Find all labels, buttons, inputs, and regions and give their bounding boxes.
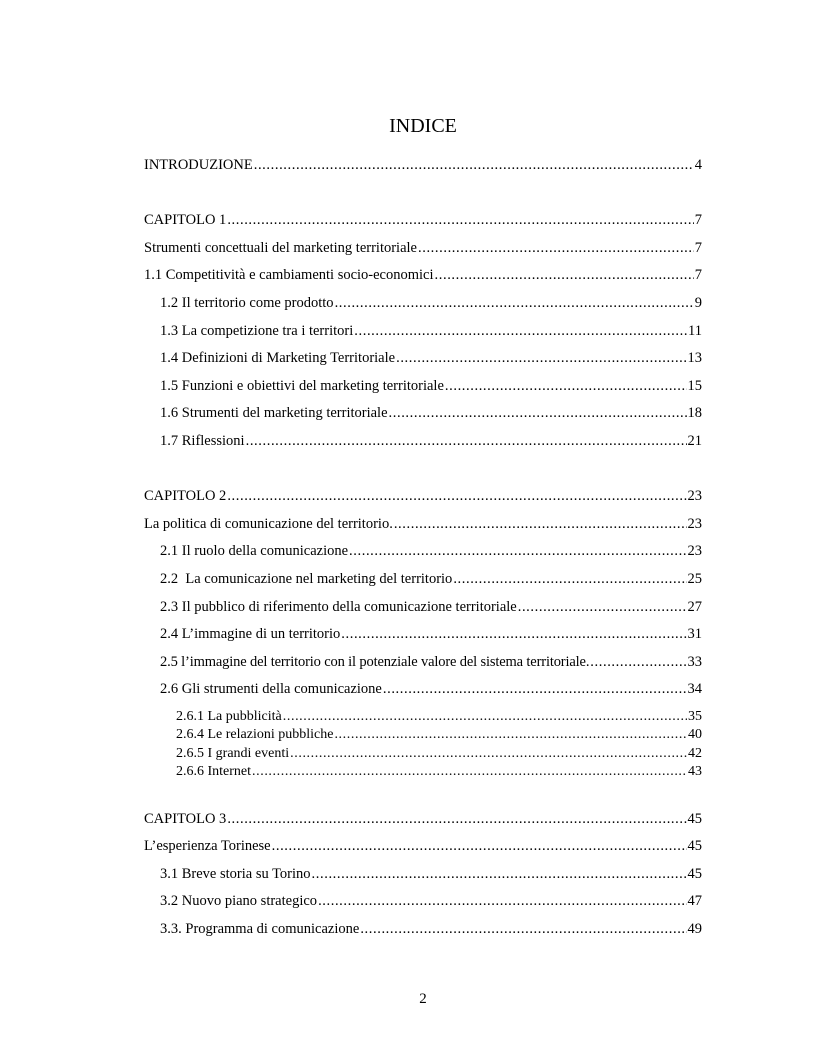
toc-entry-page: 43	[688, 764, 702, 779]
toc-dot-leader	[383, 680, 687, 698]
toc-entry-label: 3.3. Programma di comunicazione	[160, 921, 360, 937]
toc-entry-chapter-1-title[interactable]	[144, 239, 702, 257]
toc-entry-1-6[interactable]	[160, 404, 702, 422]
toc-entry-label: 1.6 Strumenti del marketing territoriale	[160, 405, 388, 421]
toc-dot-leader	[396, 349, 686, 367]
toc-entry-3-2[interactable]	[160, 892, 702, 910]
toc-entry-page: 23	[687, 543, 702, 559]
toc-entry-1-3[interactable]	[160, 322, 702, 340]
toc-entry-3-3[interactable]	[160, 920, 702, 938]
toc-entry-2-6-6[interactable]	[176, 764, 702, 780]
toc-dot-leader	[227, 211, 693, 229]
toc-entry-2-5[interactable]	[160, 653, 702, 671]
toc-entry-label: La politica di comunicazione del territorio.	[144, 516, 393, 532]
toc-entry-label: 2.1 Il ruolo della comunicazione	[160, 543, 349, 559]
toc-entry-page: 7	[694, 212, 702, 228]
toc-entry-page: 11	[688, 323, 702, 339]
toc-dot-leader	[445, 377, 687, 395]
toc-entry-page: 27	[687, 599, 702, 615]
toc-dot-leader	[254, 156, 694, 174]
toc-entry-label: 1.4 Definizioni di Marketing Territoriale	[160, 350, 396, 366]
toc-entry-page: 7	[694, 267, 702, 283]
page-number: 2	[419, 991, 427, 1007]
toc-entry-label: 2.2 La comunicazione nel marketing del territorio	[160, 571, 453, 587]
toc-entry-1-4[interactable]	[160, 349, 702, 367]
toc-entry-page: 45	[687, 838, 702, 854]
toc-entry-page: 4	[694, 157, 702, 173]
toc-dot-leader	[312, 865, 687, 883]
toc-entry-label: 3.1 Breve storia su Torino	[160, 866, 311, 882]
toc-entry-label: CAPITOLO 2	[144, 488, 227, 504]
toc-dot-leader	[334, 727, 687, 743]
toc-entry-1-5[interactable]	[160, 377, 702, 395]
toc-entry-page: 18	[687, 405, 702, 421]
toc-dot-leader	[252, 764, 687, 780]
toc-dot-leader	[453, 570, 686, 588]
toc-entry-label: INTRODUZIONE	[144, 157, 253, 173]
toc-entry-2-4[interactable]	[160, 625, 702, 643]
toc-entry-label: 3.2 Nuovo piano strategico	[160, 893, 318, 909]
toc-entry-page: 35	[688, 709, 702, 724]
toc-dot-leader	[354, 322, 687, 340]
toc-entry-page: 9	[694, 295, 702, 311]
toc-entry-page: 23	[687, 488, 702, 504]
toc-entry-page: 45	[687, 811, 702, 827]
toc-dot-leader	[360, 920, 686, 938]
toc-entry-2-6-5[interactable]	[176, 746, 702, 762]
toc-entry-page: 13	[687, 350, 702, 366]
toc-entry-label: 1.5 Funzioni e obiettivi del marketing territoriale	[160, 378, 444, 394]
toc-dot-leader	[246, 432, 687, 450]
toc-entry-page: 49	[687, 921, 702, 937]
toc-entry-label: CAPITOLO 1	[144, 212, 227, 228]
toc-entry-page: 25	[687, 571, 702, 587]
toc-dot-leader	[283, 709, 687, 725]
toc-entry-2-6-4[interactable]	[176, 727, 702, 743]
toc-entry-3-1[interactable]	[160, 865, 702, 883]
toc-entry-label: CAPITOLO 3	[144, 811, 227, 827]
toc-dot-leader	[290, 746, 687, 762]
page-title: INDICE	[389, 115, 457, 137]
toc-entry-1-7[interactable]	[160, 432, 702, 450]
toc-dot-leader	[341, 625, 686, 643]
toc-entry-label: 1.3 La competizione tra i territori	[160, 323, 354, 339]
toc-entry-label: 1.2 Il territorio come prodotto	[160, 295, 334, 311]
toc-entry-page: 31	[687, 626, 702, 642]
toc-dot-leader	[272, 837, 687, 855]
toc-dot-leader	[227, 810, 686, 828]
toc-entry-label: 2.6.1 La pubblicità	[176, 709, 282, 724]
toc-entry-page: 42	[688, 746, 702, 761]
toc-dot-leader	[389, 404, 687, 422]
toc-entry-page: 15	[687, 378, 702, 394]
toc-entry-2-3[interactable]	[160, 598, 702, 616]
toc-entry-label: 2.3 Il pubblico di riferimento della comunicazione territoriale	[160, 599, 517, 615]
toc-entry-page: 40	[688, 727, 702, 742]
toc-entry-label: 1.1 Competitività e cambiamenti socio-economici	[144, 267, 434, 283]
toc-entry-1-1[interactable]	[144, 266, 702, 284]
toc-entry-page: 7	[694, 240, 702, 256]
toc-dot-leader	[435, 266, 694, 284]
toc-entry-chapter-3-title[interactable]	[144, 837, 702, 855]
toc-entry-capitolo-2[interactable]	[144, 487, 702, 505]
toc-entry-capitolo-3[interactable]	[144, 810, 702, 828]
toc-dot-leader	[335, 294, 694, 312]
toc-dot-leader	[394, 515, 687, 533]
toc-dot-leader	[227, 487, 686, 505]
toc-entry-page: 34	[687, 681, 702, 697]
toc-entry-2-6-1[interactable]	[176, 709, 702, 725]
toc-dot-leader	[318, 892, 686, 910]
toc-entry-label: L’esperienza Torinese	[144, 838, 271, 854]
toc-entry-label: 2.6.5 I grandi eventi	[176, 746, 290, 761]
toc-dot-leader	[349, 542, 686, 560]
toc-entry-page: 33	[687, 654, 702, 670]
toc-entry-2-2[interactable]	[160, 570, 702, 588]
toc-entry-introduzione[interactable]	[144, 156, 702, 174]
toc-entry-label: 2.6.4 Le relazioni pubbliche	[176, 727, 334, 742]
toc-entry-capitolo-1[interactable]	[144, 211, 702, 229]
toc-entry-label: 2.4 L’immagine di un territorio	[160, 626, 341, 642]
toc-entry-label: 2.6 Gli strumenti della comunicazione	[160, 681, 382, 697]
toc-entry-1-2[interactable]	[160, 294, 702, 312]
toc-entry-page: 45	[687, 866, 702, 882]
toc-entry-label: Strumenti concettuali del marketing territoriale	[144, 240, 417, 256]
toc-dot-leader	[518, 598, 687, 616]
toc-entry-page: 47	[687, 893, 702, 909]
toc-entry-2-1[interactable]	[160, 542, 702, 560]
toc-entry-page: 23	[687, 516, 702, 532]
toc-entry-label: 2.5 l’immagine del territorio con il potenziale valore del sistema territoriale.	[160, 654, 590, 670]
toc-dot-leader	[590, 653, 686, 671]
toc-dot-leader	[418, 239, 694, 257]
toc-entry-page: 21	[687, 433, 702, 449]
toc-entry-label: 1.7 Riflessioni	[160, 433, 245, 449]
toc-entry-2-6[interactable]	[160, 680, 702, 698]
toc-entry-label: 2.6.6 Internet	[176, 764, 252, 779]
toc-entry-chapter-2-title[interactable]	[144, 515, 702, 533]
